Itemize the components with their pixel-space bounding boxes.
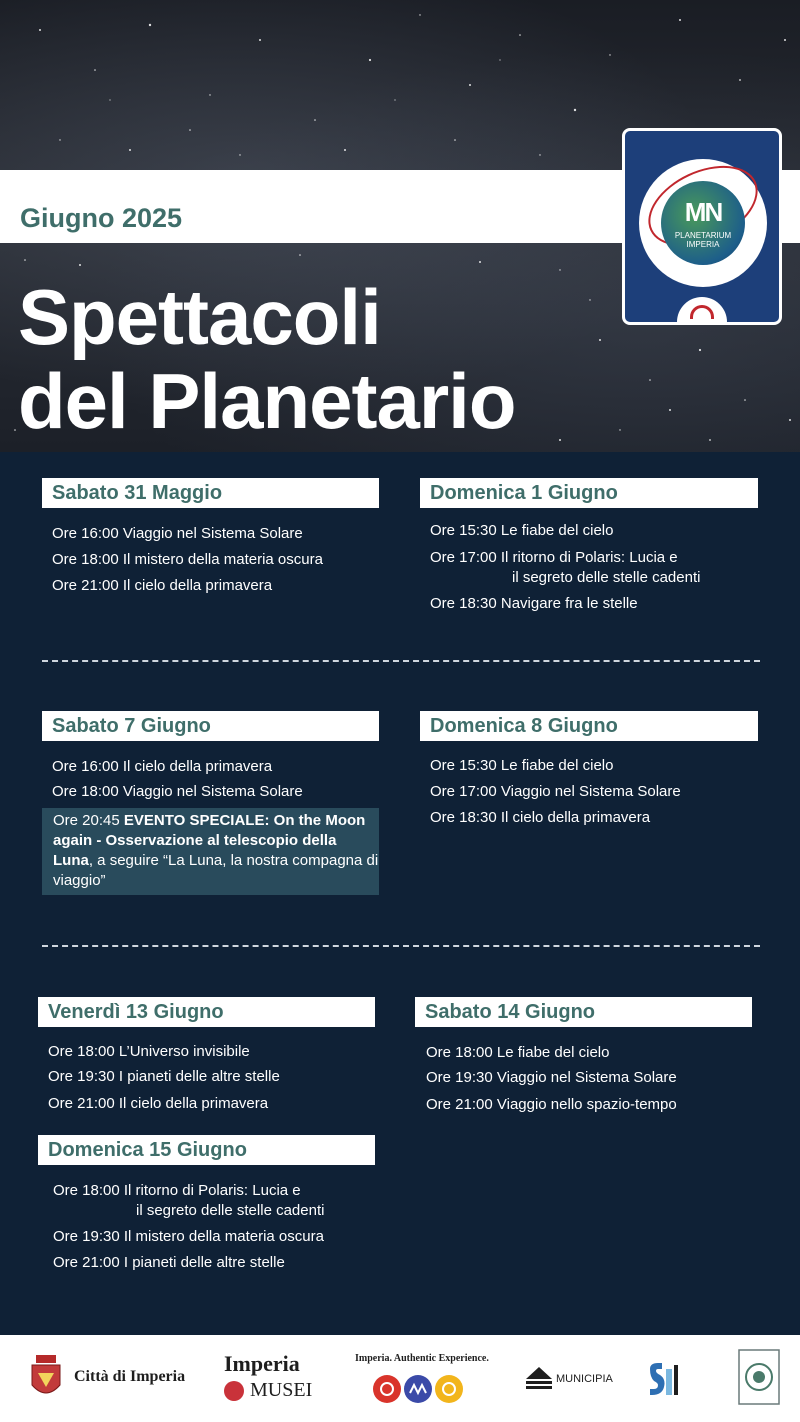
logo-bottom-tab xyxy=(677,297,727,325)
show-line: Ore 19:30 Il mistero della materia oscura xyxy=(53,1228,324,1245)
show-line: Ore 16:00 Viaggio nel Sistema Solare xyxy=(52,525,303,542)
day-title: Domenica 1 Giugno xyxy=(420,478,758,508)
page-title xyxy=(18,275,516,443)
show-line: Ore 18:30 Navigare fra le stelle xyxy=(430,595,638,612)
globe-icon xyxy=(661,181,745,265)
show-line: Ore 18:00 Le fiabe del cielo xyxy=(426,1044,610,1061)
show-line: Ore 21:00 Viaggio nello spazio-tempo xyxy=(426,1096,677,1113)
title-line-2: del Planetario xyxy=(18,357,516,445)
header-banner xyxy=(0,0,800,452)
show-line: Ore 16:00 Il cielo della primavera xyxy=(52,758,273,775)
special-rest: , a seguire “La Luna, la nostra compagna di viaggio” xyxy=(53,852,379,889)
arch-icon xyxy=(690,305,714,319)
dashed-divider xyxy=(42,660,760,662)
day-title: Sabato 7 Giugno xyxy=(42,711,379,741)
citta-di-imperia-logo: Città di Imperia xyxy=(74,1368,186,1385)
show-line: Ore 19:30 Viaggio nel Sistema Solare xyxy=(426,1069,677,1086)
show-line-continued: il segreto delle stelle cadenti xyxy=(512,569,701,586)
day-title: Sabato 31 Maggio xyxy=(42,478,379,508)
special-event-box xyxy=(42,808,379,895)
show-line: Ore 18:00 Il mistero della materia oscura xyxy=(52,551,323,568)
show-line: Ore 18:00 Il ritorno di Polaris: Lucia e xyxy=(53,1182,301,1199)
logo-caption: PLANETARIUM IMPERIA xyxy=(674,231,732,249)
day-title: Venerdì 13 Giugno xyxy=(38,997,375,1027)
day-title: Domenica 15 Giugno xyxy=(38,1135,375,1165)
show-line: Ore 21:00 Il cielo della primavera xyxy=(48,1095,269,1112)
musei-logo-top: Imperia xyxy=(224,1351,300,1376)
city-crest-icon xyxy=(28,1355,64,1401)
logo-circle xyxy=(639,159,767,287)
planetarium-logo xyxy=(622,128,782,325)
show-line: Ore 17:00 Viaggio nel Sistema Solare xyxy=(430,783,681,800)
musei-mark-icon xyxy=(224,1381,244,1401)
show-line: Ore 18:00 Viaggio nel Sistema Solare xyxy=(52,783,303,800)
show-line: Ore 18:00 L’Universo invisibile xyxy=(48,1043,250,1060)
show-line: Ore 17:00 Il ritorno di Polaris: Lucia e xyxy=(430,549,678,566)
day-title: Sabato 14 Giugno xyxy=(415,997,752,1027)
footer-logos xyxy=(0,1335,800,1422)
show-line: Ore 19:30 I pianeti delle altre stelle xyxy=(48,1068,280,1085)
municipia-logo-text: MUNICIPIA xyxy=(556,1373,613,1385)
authentic-experience-text: Imperia. Authentic Experience. xyxy=(355,1353,489,1364)
title-line-1: Spettacoli xyxy=(18,273,381,361)
municipia-icon xyxy=(526,1367,552,1391)
show-line: Ore 15:30 Le fiabe del cielo xyxy=(430,522,614,539)
show-line: Ore 18:30 Il cielo della primavera xyxy=(430,809,651,826)
show-line: Ore 21:00 Il cielo della primavera xyxy=(52,577,273,594)
show-line: Ore 21:00 I pianeti delle altre stelle xyxy=(53,1254,285,1271)
day-title: Domenica 8 Giugno xyxy=(420,711,758,741)
show-line-continued: il segreto delle stelle cadenti xyxy=(136,1202,325,1219)
special-label: EVENTO SPECIALE: xyxy=(123,812,270,829)
month-label: Giugno 2025 xyxy=(20,203,183,233)
authentic-circles-icon xyxy=(372,1373,468,1405)
association-seal-icon xyxy=(738,1349,780,1405)
dashed-divider xyxy=(42,945,760,947)
special-title: On the Moon again - Osservazione al telescopio della Luna xyxy=(53,812,366,869)
musei-logo-bottom: MUSEI xyxy=(250,1379,313,1401)
show-line: Ore 15:30 Le fiabe del cielo xyxy=(430,757,614,774)
sviluppo-logo-icon xyxy=(648,1361,692,1397)
logo-initials: MN xyxy=(684,197,722,227)
special-time: Ore 20:45 xyxy=(53,812,124,829)
